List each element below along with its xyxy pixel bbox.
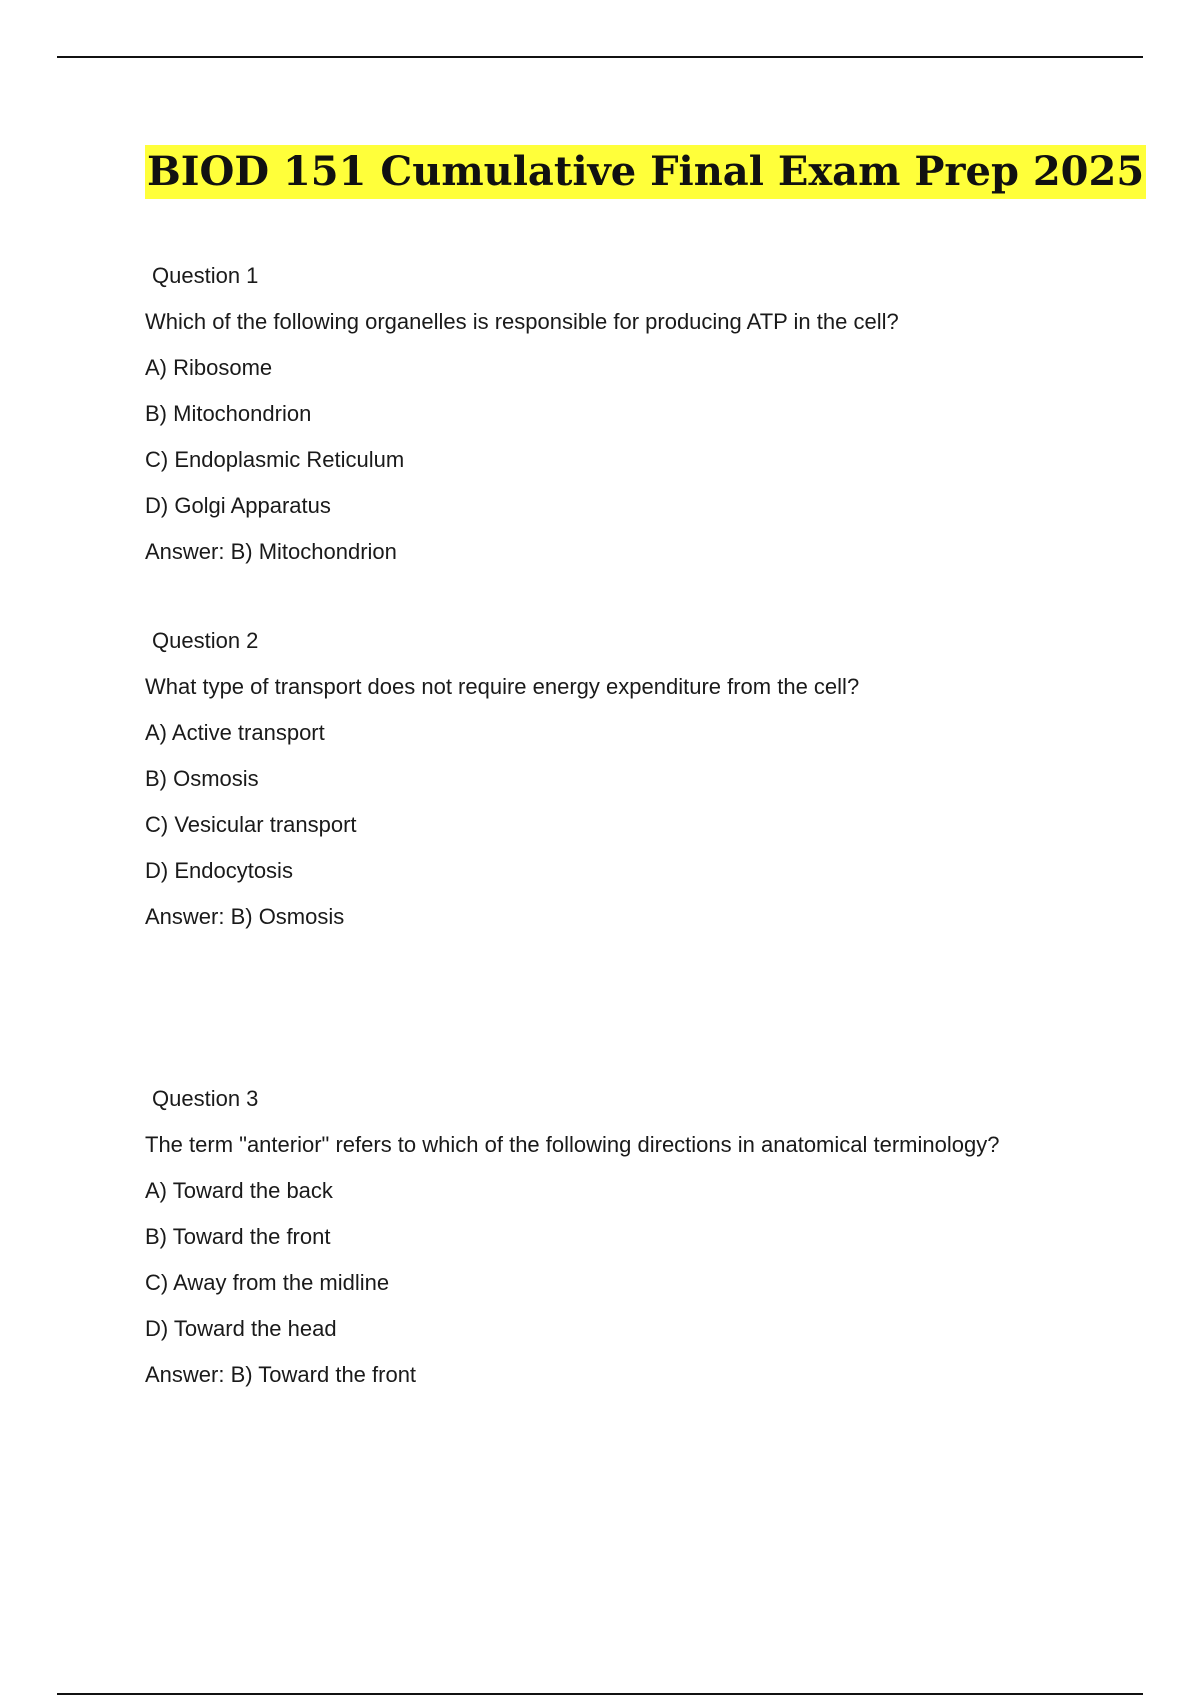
answer-line: Answer: B) Osmosis bbox=[145, 904, 345, 929]
option-b: B) Toward the front bbox=[145, 1224, 331, 1249]
answer-line: Answer: B) Toward the front bbox=[145, 1362, 417, 1387]
option-b: B) Mitochondrion bbox=[145, 401, 312, 426]
option-c: C) Endoplasmic Reticulum bbox=[145, 447, 405, 472]
question-text: The term "anterior" refers to which of the following directions in anatomical terminology? bbox=[145, 1132, 1000, 1157]
option-d: D) Toward the head bbox=[145, 1316, 337, 1341]
option-a: A) Active transport bbox=[145, 720, 325, 745]
answer-options bbox=[145, 355, 1145, 519]
answer-options bbox=[145, 720, 1145, 884]
option-d: D) Golgi Apparatus bbox=[145, 493, 331, 518]
question-block-1 bbox=[145, 263, 1145, 585]
question-text: Which of the following organelles is responsible for producing ATP in the cell? bbox=[145, 309, 899, 334]
header-rule bbox=[57, 56, 1143, 58]
question-label: Question 2 bbox=[152, 628, 259, 653]
answer-line: Answer: B) Mitochondrion bbox=[145, 539, 397, 564]
option-d: D) Endocytosis bbox=[145, 858, 293, 883]
option-a: A) Toward the back bbox=[145, 1178, 333, 1203]
option-b: B) Osmosis bbox=[145, 766, 259, 791]
page-title: BIOD 151 Cumulative Final Exam Prep 2025 bbox=[145, 145, 1146, 199]
footer-rule bbox=[57, 1693, 1143, 1695]
title-block bbox=[145, 145, 1146, 199]
question-block-2 bbox=[145, 628, 1145, 950]
option-c: C) Vesicular transport bbox=[145, 812, 357, 837]
answer-options bbox=[145, 1178, 1145, 1342]
option-c: C) Away from the midline bbox=[145, 1270, 390, 1295]
question-label: Question 1 bbox=[152, 263, 259, 288]
question-label: Question 3 bbox=[152, 1086, 259, 1111]
question-text: What type of transport does not require energy expenditure from the cell? bbox=[145, 674, 860, 699]
question-block-3 bbox=[145, 1086, 1145, 1408]
option-a: A) Ribosome bbox=[145, 355, 273, 380]
